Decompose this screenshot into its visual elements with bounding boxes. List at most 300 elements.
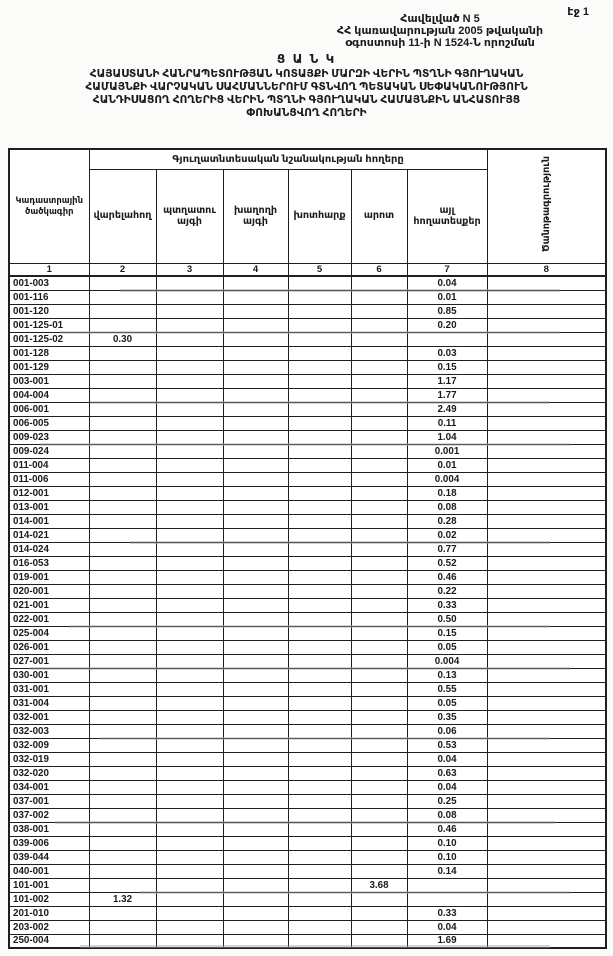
area-value-cell: [156, 612, 223, 626]
area-value-cell: [89, 710, 156, 724]
area-value-cell: [156, 360, 223, 374]
area-value-cell: [223, 836, 288, 850]
area-value-cell: [89, 542, 156, 556]
cadastral-code-cell: 034-001: [9, 780, 89, 794]
area-value-cell: [288, 626, 351, 640]
table-row: [9, 570, 606, 584]
area-value-cell: [156, 934, 223, 948]
column-header-other-lands: այլ հողատեսքեր: [407, 169, 487, 263]
title-line: ՓՈԽԱՆՑՎՈՂ ՀՈՂԵՐԻ: [246, 106, 367, 119]
cadastral-code-cell: 014-024: [9, 542, 89, 556]
cadastral-code-cell: 030-001: [9, 668, 89, 682]
note-cell: [487, 920, 606, 934]
area-value-cell: [351, 570, 407, 584]
area-value-cell: 0.25: [407, 794, 487, 808]
cadastral-code-cell: 006-005: [9, 416, 89, 430]
area-value-cell: [351, 290, 407, 304]
area-value-cell: [156, 444, 223, 458]
table-header: [9, 149, 606, 276]
area-value-cell: 0.04: [407, 276, 487, 290]
note-cell: [487, 766, 606, 780]
area-value-cell: [223, 668, 288, 682]
note-cell: [487, 808, 606, 822]
area-value-cell: [89, 850, 156, 864]
cadastral-code-cell: 014-021: [9, 528, 89, 542]
area-value-cell: [288, 416, 351, 430]
area-value-cell: [288, 332, 351, 346]
area-value-cell: [89, 752, 156, 766]
column-number: 6: [351, 263, 407, 276]
cadastral-code-cell: 022-001: [9, 612, 89, 626]
area-value-cell: 0.13: [407, 668, 487, 682]
area-value-cell: [89, 878, 156, 892]
area-value-cell: [288, 738, 351, 752]
note-cell: [487, 822, 606, 836]
cadastral-code-cell: 001-116: [9, 290, 89, 304]
table-row: [9, 444, 606, 458]
area-value-cell: [156, 570, 223, 584]
area-value-cell: [351, 556, 407, 570]
note-cell: [487, 654, 606, 668]
cadastral-code-cell: 004-004: [9, 388, 89, 402]
area-value-cell: [351, 906, 407, 920]
area-value-cell: [89, 514, 156, 528]
area-value-cell: [351, 332, 407, 346]
note-cell: [487, 892, 606, 906]
area-value-cell: [351, 752, 407, 766]
area-value-cell: [89, 640, 156, 654]
area-value-cell: [223, 570, 288, 584]
note-cell: [487, 626, 606, 640]
area-value-cell: [407, 892, 487, 906]
note-cell: [487, 304, 606, 318]
cadastral-code-cell: 250-004: [9, 934, 89, 948]
area-value-cell: [223, 514, 288, 528]
area-value-cell: [351, 836, 407, 850]
area-value-cell: [156, 920, 223, 934]
area-value-cell: [288, 906, 351, 920]
table-row: [9, 598, 606, 612]
cadastral-code-cell: 038-001: [9, 822, 89, 836]
cadastral-code-cell: 011-004: [9, 458, 89, 472]
area-value-cell: [223, 654, 288, 668]
area-value-cell: [288, 668, 351, 682]
note-cell: [487, 864, 606, 878]
area-value-cell: [156, 906, 223, 920]
area-value-cell: [223, 850, 288, 864]
area-value-cell: [89, 570, 156, 584]
area-value-cell: [351, 360, 407, 374]
area-value-cell: 0.33: [407, 906, 487, 920]
area-value-cell: 0.01: [407, 458, 487, 472]
cadastral-code-cell: 009-023: [9, 430, 89, 444]
cadastral-code-cell: 032-009: [9, 738, 89, 752]
area-value-cell: 0.03: [407, 346, 487, 360]
area-value-cell: [223, 864, 288, 878]
area-value-cell: 0.33: [407, 598, 487, 612]
table-row: [9, 304, 606, 318]
note-cell: [487, 584, 606, 598]
area-value-cell: [288, 920, 351, 934]
table-row: [9, 612, 606, 626]
area-value-cell: [288, 430, 351, 444]
area-value-cell: [288, 444, 351, 458]
area-value-cell: [89, 290, 156, 304]
column-number-row: [9, 263, 606, 276]
note-cell: [487, 668, 606, 682]
cadastral-code-cell: 013-001: [9, 500, 89, 514]
area-value-cell: [156, 626, 223, 640]
area-value-cell: [89, 360, 156, 374]
area-value-cell: [351, 486, 407, 500]
list-word: Ց Ա Ն Կ: [276, 52, 337, 66]
title-line: ՀԱՆԴԻՍԱՑՈՂ ՀՈՂԵՐԻՑ ՎԵՐԻՆ ՊՏՂՆԻ ԳՅՈՒՂԱԿԱՆ ՀԱՄԱՅՆՔԻՆ ԱՆՀԱՏՈՒՅՑ: [92, 93, 521, 106]
area-value-cell: 0.50: [407, 612, 487, 626]
note-cell: [487, 906, 606, 920]
land-parcels-table: [8, 148, 607, 949]
area-value-cell: [156, 822, 223, 836]
area-value-cell: [89, 486, 156, 500]
table-row: [9, 402, 606, 416]
note-cell: [487, 374, 606, 388]
area-value-cell: [156, 682, 223, 696]
area-value-cell: 2.49: [407, 402, 487, 416]
table-body: [9, 276, 606, 948]
area-value-cell: 0.08: [407, 500, 487, 514]
area-value-cell: [351, 374, 407, 388]
cadastral-code-cell: 020-001: [9, 584, 89, 598]
table-row: [9, 458, 606, 472]
area-value-cell: [223, 402, 288, 416]
area-value-cell: [288, 724, 351, 738]
area-value-cell: [89, 528, 156, 542]
area-value-cell: [156, 542, 223, 556]
note-cell: [487, 360, 606, 374]
area-value-cell: [89, 780, 156, 794]
area-value-cell: [223, 752, 288, 766]
area-value-cell: [89, 808, 156, 822]
appendix-reference: [297, 14, 583, 50]
area-value-cell: 0.04: [407, 920, 487, 934]
cadastral-code-cell: 203-002: [9, 920, 89, 934]
cadastral-code-cell: 012-001: [9, 486, 89, 500]
cadastral-code-cell: 001-125-02: [9, 332, 89, 346]
area-value-cell: [156, 304, 223, 318]
note-cell: [487, 318, 606, 332]
area-value-cell: 0.28: [407, 514, 487, 528]
area-value-cell: [351, 318, 407, 332]
note-cell: [487, 514, 606, 528]
area-value-cell: 0.20: [407, 318, 487, 332]
table-row: [9, 752, 606, 766]
area-value-cell: [351, 598, 407, 612]
area-value-cell: [288, 892, 351, 906]
area-value-cell: [407, 332, 487, 346]
note-cell: [487, 878, 606, 892]
note-cell: [487, 528, 606, 542]
area-value-cell: 0.10: [407, 836, 487, 850]
area-value-cell: [156, 388, 223, 402]
note-cell: [487, 780, 606, 794]
note-cell: [487, 612, 606, 626]
area-value-cell: 0.35: [407, 710, 487, 724]
area-value-cell: 0.004: [407, 472, 487, 486]
area-value-cell: [351, 528, 407, 542]
note-cell: [487, 682, 606, 696]
note-cell: [487, 332, 606, 346]
table-row: [9, 360, 606, 374]
area-value-cell: [156, 276, 223, 290]
area-value-cell: [223, 794, 288, 808]
area-value-cell: [288, 542, 351, 556]
cadastral-code-cell: 032-001: [9, 710, 89, 724]
area-value-cell: [288, 934, 351, 948]
cadastral-code-cell: 001-128: [9, 346, 89, 360]
table-row: [9, 500, 606, 514]
column-number: 4: [223, 263, 288, 276]
cadastral-code-cell: 031-004: [9, 696, 89, 710]
area-value-cell: [89, 500, 156, 514]
cadastral-code-cell: 016-053: [9, 556, 89, 570]
area-value-cell: 0.06: [407, 724, 487, 738]
area-value-cell: 1.17: [407, 374, 487, 388]
table-row: [9, 374, 606, 388]
area-value-cell: [351, 472, 407, 486]
area-value-cell: [89, 276, 156, 290]
note-cell: [487, 346, 606, 360]
area-value-cell: [288, 808, 351, 822]
area-value-cell: [351, 934, 407, 948]
area-value-cell: [351, 640, 407, 654]
area-value-cell: [223, 696, 288, 710]
area-value-cell: [156, 752, 223, 766]
area-value-cell: [89, 906, 156, 920]
area-value-cell: [156, 556, 223, 570]
note-cell: [487, 752, 606, 766]
area-value-cell: [223, 822, 288, 836]
table-row: [9, 780, 606, 794]
area-value-cell: [351, 850, 407, 864]
area-value-cell: [288, 346, 351, 360]
area-value-cell: [89, 864, 156, 878]
note-cell: [487, 724, 606, 738]
area-value-cell: 0.04: [407, 752, 487, 766]
area-value-cell: [89, 766, 156, 780]
area-value-cell: [89, 556, 156, 570]
area-value-cell: [89, 668, 156, 682]
area-value-cell: 0.15: [407, 626, 487, 640]
column-number: 5: [288, 263, 351, 276]
area-value-cell: [223, 458, 288, 472]
area-value-cell: [407, 878, 487, 892]
cadastral-code-cell: 026-001: [9, 640, 89, 654]
area-value-cell: [223, 584, 288, 598]
area-value-cell: [288, 388, 351, 402]
cadastral-code-cell: 037-001: [9, 794, 89, 808]
area-value-cell: [351, 822, 407, 836]
area-value-cell: 1.69: [407, 934, 487, 948]
area-value-cell: 3.68: [351, 878, 407, 892]
area-value-cell: [351, 388, 407, 402]
area-value-cell: [89, 402, 156, 416]
area-value-cell: 0.30: [89, 332, 156, 346]
cadastral-code-cell: 001-120: [9, 304, 89, 318]
area-value-cell: [223, 738, 288, 752]
cadastral-code-cell: 019-001: [9, 570, 89, 584]
note-cell: [487, 640, 606, 654]
table-row: [9, 290, 606, 304]
area-value-cell: [156, 500, 223, 514]
area-value-cell: 0.52: [407, 556, 487, 570]
table-row: [9, 472, 606, 486]
area-value-cell: [351, 612, 407, 626]
area-value-cell: 0.08: [407, 808, 487, 822]
title-line: ՀԱՄԱՅՆՔԻ ՎԱՐՉԱԿԱՆ ՍԱՀՄԱՆՆԵՐՈՒՄ ԳՏՆՎՈՂ ՊԵՏԱԿԱՆ ՍԵՓԱԿԱՆՈՒԹՅՈՒՆ: [85, 80, 528, 93]
area-value-cell: [351, 276, 407, 290]
area-value-cell: [89, 682, 156, 696]
area-value-cell: [89, 836, 156, 850]
note-cell: [487, 402, 606, 416]
area-value-cell: [156, 696, 223, 710]
area-value-cell: [223, 878, 288, 892]
area-value-cell: [288, 654, 351, 668]
column-header-hayfield: խոտհարք: [288, 169, 351, 263]
cadastral-code-cell: 101-001: [9, 878, 89, 892]
table-row: [9, 934, 606, 948]
area-value-cell: [156, 402, 223, 416]
area-value-cell: [223, 472, 288, 486]
area-value-cell: [351, 808, 407, 822]
area-value-cell: [89, 444, 156, 458]
area-value-cell: [288, 822, 351, 836]
area-value-cell: [89, 724, 156, 738]
area-value-cell: [156, 416, 223, 430]
table-row: [9, 388, 606, 402]
area-value-cell: [288, 878, 351, 892]
table-row: [9, 682, 606, 696]
area-value-cell: [223, 444, 288, 458]
area-value-cell: [156, 332, 223, 346]
column-header-pasture: արոտ: [351, 169, 407, 263]
area-value-cell: [288, 836, 351, 850]
area-value-cell: [156, 878, 223, 892]
cadastral-code-cell: 039-006: [9, 836, 89, 850]
area-value-cell: 0.85: [407, 304, 487, 318]
area-value-cell: [351, 416, 407, 430]
area-value-cell: [223, 724, 288, 738]
area-value-cell: [351, 794, 407, 808]
area-value-cell: 0.46: [407, 570, 487, 584]
table-row: [9, 346, 606, 360]
area-value-cell: [156, 808, 223, 822]
area-value-cell: [351, 682, 407, 696]
table-row: [9, 864, 606, 878]
cadastral-code-cell: 001-003: [9, 276, 89, 290]
area-value-cell: [288, 276, 351, 290]
area-value-cell: 0.04: [407, 780, 487, 794]
cadastral-code-cell: 037-002: [9, 808, 89, 822]
area-value-cell: [89, 654, 156, 668]
area-value-cell: [288, 710, 351, 724]
area-value-cell: [156, 458, 223, 472]
area-value-cell: [351, 696, 407, 710]
area-value-cell: [288, 402, 351, 416]
cadastral-code-cell: 101-002: [9, 892, 89, 906]
area-value-cell: 0.55: [407, 682, 487, 696]
area-value-cell: 0.05: [407, 696, 487, 710]
area-value-cell: 0.004: [407, 654, 487, 668]
area-value-cell: [288, 766, 351, 780]
table-row: [9, 808, 606, 822]
column-header-cadastral-code: Կադաստրային ծածկագիր: [9, 149, 89, 263]
note-cell: [487, 276, 606, 290]
note-cell: [487, 500, 606, 514]
area-value-cell: [156, 486, 223, 500]
area-value-cell: [288, 360, 351, 374]
area-value-cell: [156, 892, 223, 906]
cadastral-code-cell: 006-001: [9, 402, 89, 416]
area-value-cell: [351, 458, 407, 472]
area-value-cell: [89, 612, 156, 626]
area-value-cell: [288, 696, 351, 710]
area-value-cell: [351, 542, 407, 556]
area-value-cell: 0.05: [407, 640, 487, 654]
cadastral-code-cell: 032-020: [9, 766, 89, 780]
area-value-cell: [351, 430, 407, 444]
area-value-cell: [223, 682, 288, 696]
area-value-cell: [288, 570, 351, 584]
area-value-cell: [223, 304, 288, 318]
table-row: [9, 724, 606, 738]
area-value-cell: [223, 500, 288, 514]
table-row: [9, 878, 606, 892]
column-number: 3: [156, 263, 223, 276]
area-value-cell: [223, 598, 288, 612]
area-value-cell: [89, 458, 156, 472]
area-value-cell: 0.11: [407, 416, 487, 430]
table-row: [9, 710, 606, 724]
area-value-cell: [223, 892, 288, 906]
area-value-cell: [288, 640, 351, 654]
area-value-cell: [288, 500, 351, 514]
table-row: [9, 822, 606, 836]
area-value-cell: [156, 472, 223, 486]
table-row: [9, 514, 606, 528]
note-cell: [487, 388, 606, 402]
area-value-cell: [156, 724, 223, 738]
column-group-header-agricultural-lands: Գյուղատնտեսական նշանակության հողերը: [89, 149, 487, 169]
area-value-cell: [351, 402, 407, 416]
area-value-cell: [89, 584, 156, 598]
note-cell: [487, 556, 606, 570]
table-row: [9, 626, 606, 640]
area-value-cell: [288, 290, 351, 304]
note-cell: [487, 444, 606, 458]
area-value-cell: [156, 766, 223, 780]
area-value-cell: 0.14: [407, 864, 487, 878]
area-value-cell: [288, 752, 351, 766]
cadastral-code-cell: 001-129: [9, 360, 89, 374]
note-header-vertical-text: Ծանոթագրություն: [540, 155, 552, 252]
cadastral-code-cell: 014-001: [9, 514, 89, 528]
table-row: [9, 486, 606, 500]
area-value-cell: [89, 920, 156, 934]
table-row: [9, 528, 606, 542]
area-value-cell: [223, 920, 288, 934]
area-value-cell: [89, 374, 156, 388]
area-value-cell: [288, 850, 351, 864]
area-value-cell: [288, 780, 351, 794]
